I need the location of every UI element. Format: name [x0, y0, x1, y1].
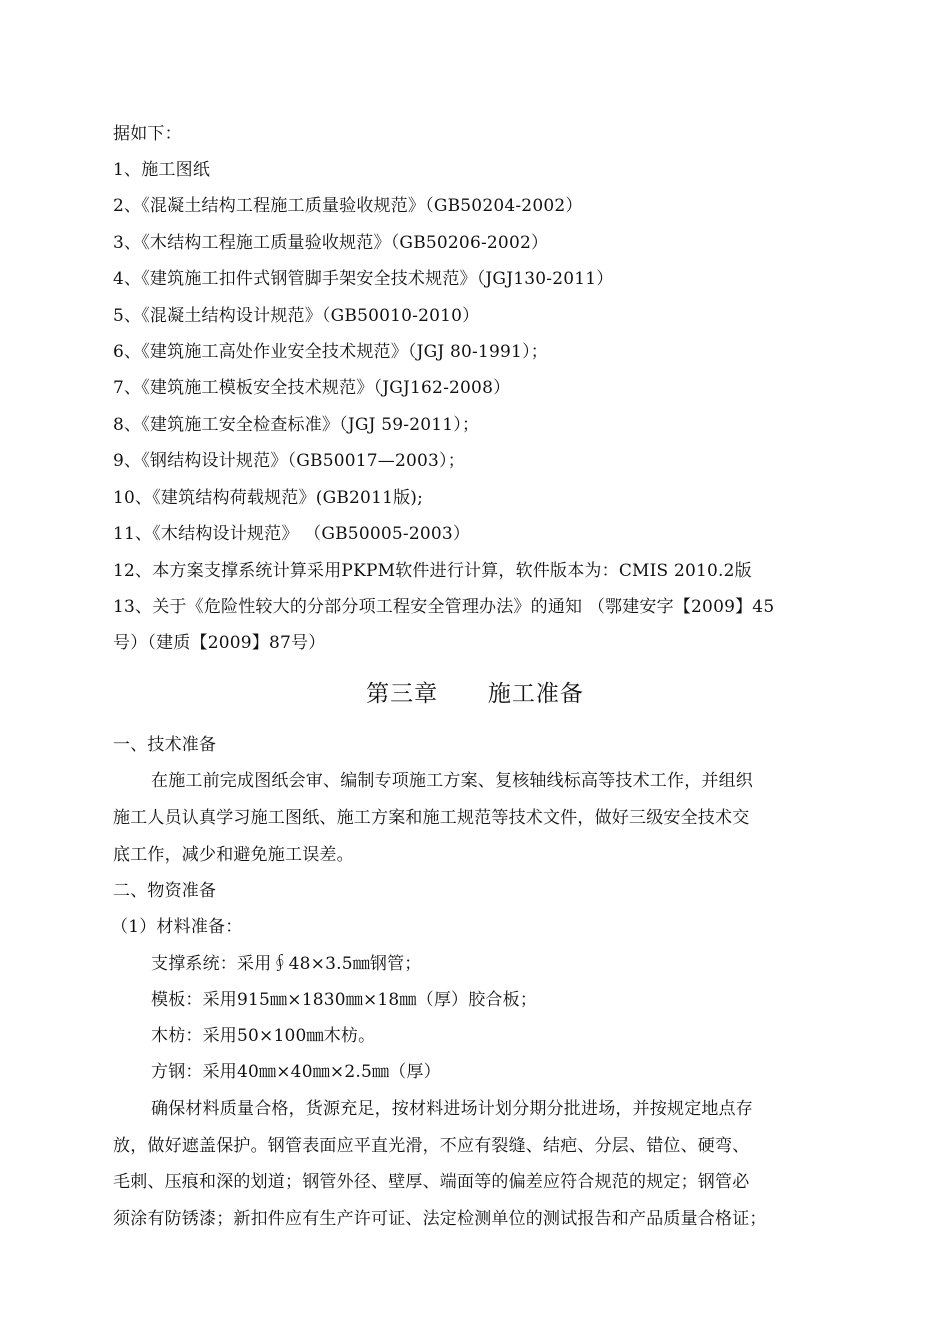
tech-para-line-1: 在施工前完成图纸会审、编制专项施工方案、复核轴线标高等技术工作，并组织 — [151, 771, 753, 791]
material-item-steel: 方钢：采用40㎜×40㎜×2.5㎜（厚） — [151, 1062, 441, 1082]
reference-item-4: 4、《建筑施工扣件式钢管脚手架安全技术规范》（JGJ130-2011） — [113, 269, 614, 289]
material-para-line-4: 须涂有防锈漆；新扣件应有生产许可证、法定检测单位的测试报告和产品质量合格证； — [113, 1209, 767, 1229]
reference-item-10: 10、《建筑结构荷载规范》(GB2011版); — [113, 488, 424, 508]
section-heading-tech: 一、技术准备 — [113, 735, 217, 755]
reference-item-12: 12、本方案支撑系统计算采用PKPM软件进行计算，软件版本为：CMIS 2010.2版 — [113, 561, 752, 581]
tech-para-line-2: 施工人员认真学习施工图纸、施工方案和施工规范等技术文件，做好三级安全技术交 — [113, 808, 750, 828]
material-para-line-1: 确保材料质量合格，货源充足，按材料进场计划分期分批进场，并按规定地点存 — [151, 1099, 753, 1119]
reference-item-1: 1、施工图纸 — [113, 160, 211, 180]
intro-text: 据如下： — [113, 124, 182, 144]
material-sub-heading: （1）材料准备： — [111, 917, 243, 937]
reference-item-5: 5、《混凝土结构设计规范》（GB50010-2010） — [113, 306, 480, 326]
reference-item-8: 8、《建筑施工安全检查标准》（JGJ 59-2011）； — [113, 415, 480, 435]
reference-item-6: 6、《建筑施工高处作业安全技术规范》（JGJ 80-1991）； — [113, 342, 548, 362]
material-item-timber: 木枋：采用50×100㎜木枋。 — [151, 1026, 376, 1046]
material-item-support: 支撑系统：采用∮48×3.5㎜钢管； — [151, 954, 422, 974]
section-heading-material: 二、物资准备 — [113, 881, 217, 901]
reference-item-11: 11、《木结构设计规范》 （GB50005-2003） — [113, 524, 471, 544]
reference-item-13: 13、关于《危险性较大的分部分项工程安全管理办法》的通知 （鄂建安字【2009】45 — [113, 597, 775, 617]
material-para-line-2: 放，做好遮盖保护。钢管表面应平直光滑，不应有裂缝、结疤、分层、错位、硬弯、 — [113, 1136, 750, 1156]
reference-item-3: 3、《木结构工程施工质量验收规范》（GB50206-2002） — [113, 233, 549, 253]
reference-item-9: 9、《钢结构设计规范》（GB50017—2003）； — [113, 451, 465, 471]
reference-item-7: 7、《建筑施工模板安全技术规范》（JGJ162-2008） — [113, 378, 511, 398]
reference-item-13-cont: 号）（建质【2009】87号） — [113, 633, 326, 653]
tech-para-line-3: 底工作，减少和避免施工误差。 — [113, 845, 354, 865]
material-para-line-3: 毛刺、压痕和深的划道；钢管外径、壁厚、端面等的偏差应符合规范的规定；钢管必 — [113, 1172, 750, 1192]
reference-item-2: 2、《混凝土结构工程施工质量验收规范》（GB50204-2002） — [113, 196, 583, 216]
material-item-formwork: 模板：采用915㎜×1830㎜×18㎜（厚）胶合板； — [151, 990, 538, 1010]
chapter-title: 第三章 施工准备 — [366, 681, 584, 707]
